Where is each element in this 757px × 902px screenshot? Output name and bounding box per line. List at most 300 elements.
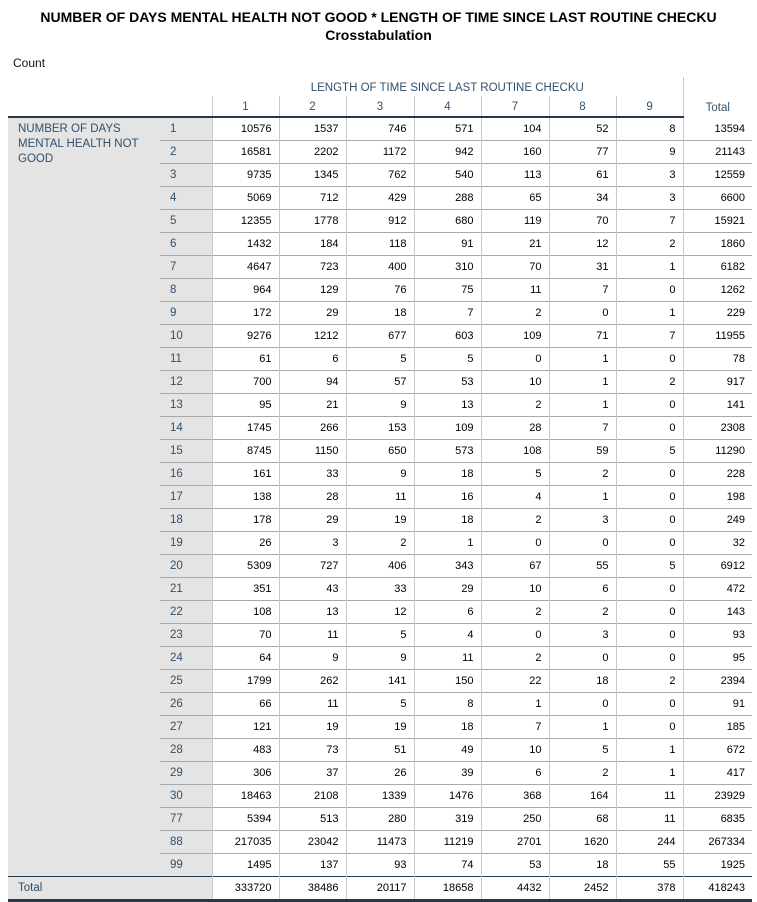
count-cell: 0 bbox=[616, 647, 683, 670]
column-total-cell: 4432 bbox=[481, 877, 549, 901]
row-label: 2 bbox=[160, 141, 212, 164]
column-total-cell: 333720 bbox=[212, 877, 279, 901]
column-header-1: 1 bbox=[212, 96, 279, 117]
count-cell: 0 bbox=[616, 532, 683, 555]
row-total-cell: 78 bbox=[683, 348, 752, 371]
row-dimension-label: NUMBER OF DAYS MENTAL HEALTH NOT GOOD bbox=[8, 117, 160, 877]
count-cell: 3 bbox=[616, 187, 683, 210]
count-cell: 2 bbox=[549, 463, 616, 486]
column-total-cell: 38486 bbox=[279, 877, 346, 901]
count-cell: 71 bbox=[549, 325, 616, 348]
count-cell: 1150 bbox=[279, 440, 346, 463]
count-cell: 53 bbox=[481, 854, 549, 877]
count-cell: 161 bbox=[212, 463, 279, 486]
row-label: 19 bbox=[160, 532, 212, 555]
count-cell: 2 bbox=[481, 647, 549, 670]
count-cell: 113 bbox=[481, 164, 549, 187]
count-cell: 217035 bbox=[212, 831, 279, 854]
row-label: 88 bbox=[160, 831, 212, 854]
count-cell: 76 bbox=[346, 279, 414, 302]
count-cell: 16581 bbox=[212, 141, 279, 164]
column-header-3: 3 bbox=[346, 96, 414, 117]
count-cell: 1 bbox=[549, 348, 616, 371]
count-cell: 2 bbox=[616, 371, 683, 394]
count-cell: 129 bbox=[279, 279, 346, 302]
count-cell: 571 bbox=[414, 117, 481, 141]
count-cell: 288 bbox=[414, 187, 481, 210]
row-label: 17 bbox=[160, 486, 212, 509]
count-cell: 73 bbox=[279, 739, 346, 762]
row-total-cell: 21143 bbox=[683, 141, 752, 164]
row-total-cell: 11955 bbox=[683, 325, 752, 348]
count-cell: 0 bbox=[616, 348, 683, 371]
row-label: 16 bbox=[160, 463, 212, 486]
count-cell: 2701 bbox=[481, 831, 549, 854]
count-cell: 0 bbox=[616, 463, 683, 486]
count-cell: 7 bbox=[616, 210, 683, 233]
column-header-4: 4 bbox=[414, 96, 481, 117]
count-cell: 7 bbox=[481, 716, 549, 739]
count-cell: 11 bbox=[279, 624, 346, 647]
count-cell: 3 bbox=[616, 164, 683, 187]
count-cell: 28 bbox=[481, 417, 549, 440]
count-cell: 5 bbox=[346, 693, 414, 716]
row-label: 77 bbox=[160, 808, 212, 831]
row-total-cell: 6182 bbox=[683, 256, 752, 279]
row-total-cell: 917 bbox=[683, 371, 752, 394]
count-cell: 2 bbox=[549, 601, 616, 624]
count-cell: 19 bbox=[279, 716, 346, 739]
count-cell: 0 bbox=[616, 486, 683, 509]
count-cell: 5 bbox=[346, 624, 414, 647]
count-cell: 178 bbox=[212, 509, 279, 532]
count-cell: 109 bbox=[481, 325, 549, 348]
count-cell: 250 bbox=[481, 808, 549, 831]
grand-total-cell: 418243 bbox=[683, 877, 752, 901]
count-cell: 429 bbox=[346, 187, 414, 210]
count-cell: 64 bbox=[212, 647, 279, 670]
row-label: 99 bbox=[160, 854, 212, 877]
count-cell: 6 bbox=[481, 762, 549, 785]
count-cell: 2 bbox=[616, 233, 683, 256]
count-cell: 10576 bbox=[212, 117, 279, 141]
count-cell: 39 bbox=[414, 762, 481, 785]
count-cell: 108 bbox=[212, 601, 279, 624]
count-cell: 513 bbox=[279, 808, 346, 831]
count-cell: 121 bbox=[212, 716, 279, 739]
count-cell: 0 bbox=[616, 394, 683, 417]
column-total-cell: 18658 bbox=[414, 877, 481, 901]
count-cell: 104 bbox=[481, 117, 549, 141]
count-cell: 10 bbox=[481, 578, 549, 601]
corner-cell bbox=[8, 96, 212, 117]
count-cell: 1495 bbox=[212, 854, 279, 877]
row-total-cell: 198 bbox=[683, 486, 752, 509]
count-cell: 77 bbox=[549, 141, 616, 164]
column-spanner-row bbox=[8, 77, 752, 96]
count-cell: 5 bbox=[616, 555, 683, 578]
count-cell: 0 bbox=[616, 279, 683, 302]
count-cell: 16 bbox=[414, 486, 481, 509]
row-label: 25 bbox=[160, 670, 212, 693]
total-row bbox=[8, 877, 752, 901]
count-cell: 1 bbox=[616, 739, 683, 762]
crosstab-table bbox=[8, 77, 752, 902]
count-cell: 10 bbox=[481, 739, 549, 762]
count-cell: 91 bbox=[414, 233, 481, 256]
count-cell: 540 bbox=[414, 164, 481, 187]
count-cell: 18 bbox=[414, 716, 481, 739]
row-label: 14 bbox=[160, 417, 212, 440]
count-cell: 727 bbox=[279, 555, 346, 578]
count-cell: 93 bbox=[346, 854, 414, 877]
count-cell: 18 bbox=[549, 670, 616, 693]
spss-crosstab-output bbox=[0, 8, 757, 902]
count-cell: 351 bbox=[212, 578, 279, 601]
count-cell: 9 bbox=[346, 647, 414, 670]
count-cell: 700 bbox=[212, 371, 279, 394]
count-cell: 67 bbox=[481, 555, 549, 578]
count-cell: 280 bbox=[346, 808, 414, 831]
row-label: 8 bbox=[160, 279, 212, 302]
row-total-cell: 417 bbox=[683, 762, 752, 785]
count-cell: 33 bbox=[346, 578, 414, 601]
count-cell: 7 bbox=[549, 417, 616, 440]
row-label: 28 bbox=[160, 739, 212, 762]
table-row bbox=[8, 117, 752, 141]
row-total-cell: 6835 bbox=[683, 808, 752, 831]
count-cell: 677 bbox=[346, 325, 414, 348]
count-cell: 11 bbox=[414, 647, 481, 670]
row-total-cell: 143 bbox=[683, 601, 752, 624]
count-cell: 184 bbox=[279, 233, 346, 256]
count-cell: 310 bbox=[414, 256, 481, 279]
count-cell: 0 bbox=[616, 601, 683, 624]
count-cell: 141 bbox=[346, 670, 414, 693]
column-dimension-label: LENGTH OF TIME SINCE LAST ROUTINE CHECKU bbox=[310, 82, 584, 94]
count-cell: 21 bbox=[279, 394, 346, 417]
count-cell: 4647 bbox=[212, 256, 279, 279]
count-cell: 2 bbox=[481, 601, 549, 624]
count-cell: 3 bbox=[549, 624, 616, 647]
count-cell: 746 bbox=[346, 117, 414, 141]
count-cell: 9 bbox=[616, 141, 683, 164]
row-label: 29 bbox=[160, 762, 212, 785]
row-label: 30 bbox=[160, 785, 212, 808]
count-cell: 1 bbox=[616, 302, 683, 325]
table-title: NUMBER OF DAYS MENTAL HEALTH NOT GOOD * LENGTH OF TIME SINCE LAST ROUTINE CHECKU Crosstabulation bbox=[40, 9, 717, 43]
row-label: 15 bbox=[160, 440, 212, 463]
row-total-cell: 185 bbox=[683, 716, 752, 739]
count-cell: 19 bbox=[346, 716, 414, 739]
row-total-cell: 6912 bbox=[683, 555, 752, 578]
count-cell: 6 bbox=[549, 578, 616, 601]
count-cell: 7 bbox=[616, 325, 683, 348]
row-total-cell: 141 bbox=[683, 394, 752, 417]
count-cell: 119 bbox=[481, 210, 549, 233]
count-cell: 75 bbox=[414, 279, 481, 302]
count-cell: 3 bbox=[279, 532, 346, 555]
count-cell: 34 bbox=[549, 187, 616, 210]
count-cell: 9735 bbox=[212, 164, 279, 187]
column-total-cell: 2452 bbox=[549, 877, 616, 901]
row-label: 5 bbox=[160, 210, 212, 233]
count-cell: 680 bbox=[414, 210, 481, 233]
count-cell: 12355 bbox=[212, 210, 279, 233]
count-cell: 2 bbox=[481, 302, 549, 325]
count-cell: 22 bbox=[481, 670, 549, 693]
count-cell: 172 bbox=[212, 302, 279, 325]
column-header-2: 2 bbox=[279, 96, 346, 117]
count-cell: 2108 bbox=[279, 785, 346, 808]
row-label: 6 bbox=[160, 233, 212, 256]
count-cell: 109 bbox=[414, 417, 481, 440]
count-cell: 18 bbox=[346, 302, 414, 325]
row-label: 22 bbox=[160, 601, 212, 624]
count-cell: 0 bbox=[616, 624, 683, 647]
count-cell: 5 bbox=[414, 348, 481, 371]
count-cell: 11 bbox=[616, 785, 683, 808]
row-label: 18 bbox=[160, 509, 212, 532]
count-cell: 2 bbox=[616, 670, 683, 693]
count-cell: 9276 bbox=[212, 325, 279, 348]
count-cell: 31 bbox=[549, 256, 616, 279]
count-cell: 8745 bbox=[212, 440, 279, 463]
count-cell: 1 bbox=[549, 371, 616, 394]
count-cell: 5 bbox=[481, 463, 549, 486]
count-cell: 9 bbox=[346, 463, 414, 486]
row-label: 7 bbox=[160, 256, 212, 279]
count-cell: 108 bbox=[481, 440, 549, 463]
count-cell: 306 bbox=[212, 762, 279, 785]
count-cell: 1778 bbox=[279, 210, 346, 233]
row-label: 13 bbox=[160, 394, 212, 417]
count-cell: 28 bbox=[279, 486, 346, 509]
total-column-header: Total bbox=[683, 77, 752, 117]
count-cell: 26 bbox=[212, 532, 279, 555]
count-cell: 118 bbox=[346, 233, 414, 256]
count-cell: 1172 bbox=[346, 141, 414, 164]
count-cell: 650 bbox=[346, 440, 414, 463]
count-cell: 33 bbox=[279, 463, 346, 486]
count-cell: 11 bbox=[481, 279, 549, 302]
count-cell: 1432 bbox=[212, 233, 279, 256]
count-cell: 368 bbox=[481, 785, 549, 808]
count-cell: 400 bbox=[346, 256, 414, 279]
row-total-cell: 91 bbox=[683, 693, 752, 716]
count-cell: 160 bbox=[481, 141, 549, 164]
count-cell: 12 bbox=[549, 233, 616, 256]
row-label: 24 bbox=[160, 647, 212, 670]
count-cell: 18 bbox=[414, 509, 481, 532]
row-total-cell: 23929 bbox=[683, 785, 752, 808]
count-cell: 11473 bbox=[346, 831, 414, 854]
count-cell: 0 bbox=[549, 647, 616, 670]
count-cell: 964 bbox=[212, 279, 279, 302]
count-cell: 3 bbox=[549, 509, 616, 532]
count-cell: 137 bbox=[279, 854, 346, 877]
row-total-cell: 95 bbox=[683, 647, 752, 670]
count-cell: 0 bbox=[616, 693, 683, 716]
count-cell: 2202 bbox=[279, 141, 346, 164]
count-cell: 483 bbox=[212, 739, 279, 762]
count-cell: 21 bbox=[481, 233, 549, 256]
count-cell: 55 bbox=[616, 854, 683, 877]
count-cell: 29 bbox=[279, 509, 346, 532]
count-cell: 59 bbox=[549, 440, 616, 463]
count-cell: 6 bbox=[279, 348, 346, 371]
count-cell: 10 bbox=[481, 371, 549, 394]
count-cell: 5 bbox=[346, 348, 414, 371]
count-cell: 53 bbox=[414, 371, 481, 394]
count-cell: 57 bbox=[346, 371, 414, 394]
count-cell: 1339 bbox=[346, 785, 414, 808]
count-cell: 8 bbox=[616, 117, 683, 141]
count-cell: 712 bbox=[279, 187, 346, 210]
count-cell: 29 bbox=[279, 302, 346, 325]
count-cell: 5394 bbox=[212, 808, 279, 831]
row-total-cell: 228 bbox=[683, 463, 752, 486]
column-header-8: 8 bbox=[549, 96, 616, 117]
count-cell: 18463 bbox=[212, 785, 279, 808]
row-total-cell: 472 bbox=[683, 578, 752, 601]
count-cell: 343 bbox=[414, 555, 481, 578]
column-total-cell: 378 bbox=[616, 877, 683, 901]
count-cell: 912 bbox=[346, 210, 414, 233]
count-cell: 55 bbox=[549, 555, 616, 578]
row-label: 9 bbox=[160, 302, 212, 325]
row-label: 23 bbox=[160, 624, 212, 647]
count-cell: 164 bbox=[549, 785, 616, 808]
count-cell: 0 bbox=[481, 348, 549, 371]
count-cell: 66 bbox=[212, 693, 279, 716]
count-cell: 49 bbox=[414, 739, 481, 762]
count-cell: 23042 bbox=[279, 831, 346, 854]
count-cell: 74 bbox=[414, 854, 481, 877]
count-cell: 1 bbox=[481, 693, 549, 716]
row-total-cell: 2308 bbox=[683, 417, 752, 440]
count-cell: 0 bbox=[481, 624, 549, 647]
count-cell: 18 bbox=[549, 854, 616, 877]
count-cell: 942 bbox=[414, 141, 481, 164]
row-label: 1 bbox=[160, 117, 212, 141]
column-header-7: 7 bbox=[481, 96, 549, 117]
count-cell: 266 bbox=[279, 417, 346, 440]
count-cell: 319 bbox=[414, 808, 481, 831]
cell-statistic-label: Count bbox=[13, 56, 46, 70]
count-cell: 153 bbox=[346, 417, 414, 440]
count-cell: 603 bbox=[414, 325, 481, 348]
count-cell: 7 bbox=[414, 302, 481, 325]
count-cell: 61 bbox=[212, 348, 279, 371]
column-header-row bbox=[8, 96, 752, 117]
count-cell: 7 bbox=[549, 279, 616, 302]
count-cell: 1476 bbox=[414, 785, 481, 808]
row-total-cell: 1860 bbox=[683, 233, 752, 256]
row-label: 27 bbox=[160, 716, 212, 739]
count-cell: 51 bbox=[346, 739, 414, 762]
row-label: 11 bbox=[160, 348, 212, 371]
count-cell: 8 bbox=[414, 693, 481, 716]
count-cell: 0 bbox=[616, 417, 683, 440]
count-cell: 94 bbox=[279, 371, 346, 394]
count-cell: 52 bbox=[549, 117, 616, 141]
row-total-cell: 1262 bbox=[683, 279, 752, 302]
count-cell: 5 bbox=[616, 440, 683, 463]
count-cell: 0 bbox=[549, 532, 616, 555]
count-cell: 0 bbox=[549, 302, 616, 325]
count-cell: 11 bbox=[279, 693, 346, 716]
corner-cell bbox=[8, 77, 212, 96]
row-label: 4 bbox=[160, 187, 212, 210]
count-cell: 244 bbox=[616, 831, 683, 854]
count-cell: 26 bbox=[346, 762, 414, 785]
count-cell: 723 bbox=[279, 256, 346, 279]
count-cell: 150 bbox=[414, 670, 481, 693]
count-cell: 1 bbox=[616, 256, 683, 279]
count-cell: 406 bbox=[346, 555, 414, 578]
row-total-cell: 267334 bbox=[683, 831, 752, 854]
count-cell: 19 bbox=[346, 509, 414, 532]
count-cell: 2 bbox=[481, 509, 549, 532]
row-total-cell: 15921 bbox=[683, 210, 752, 233]
total-row-label: Total bbox=[8, 877, 212, 901]
row-label: 3 bbox=[160, 164, 212, 187]
count-cell: 0 bbox=[616, 578, 683, 601]
row-total-cell: 1925 bbox=[683, 854, 752, 877]
count-cell: 11 bbox=[616, 808, 683, 831]
count-cell: 11219 bbox=[414, 831, 481, 854]
count-cell: 9 bbox=[346, 394, 414, 417]
count-cell: 762 bbox=[346, 164, 414, 187]
count-cell: 95 bbox=[212, 394, 279, 417]
column-total-cell: 20117 bbox=[346, 877, 414, 901]
count-cell: 5309 bbox=[212, 555, 279, 578]
row-total-cell: 2394 bbox=[683, 670, 752, 693]
count-cell: 1 bbox=[549, 486, 616, 509]
row-total-cell: 672 bbox=[683, 739, 752, 762]
count-cell: 5 bbox=[549, 739, 616, 762]
count-cell: 68 bbox=[549, 808, 616, 831]
count-cell: 0 bbox=[549, 693, 616, 716]
count-cell: 1537 bbox=[279, 117, 346, 141]
row-total-cell: 6600 bbox=[683, 187, 752, 210]
column-header-9: 9 bbox=[616, 96, 683, 117]
row-total-cell: 11290 bbox=[683, 440, 752, 463]
count-cell: 37 bbox=[279, 762, 346, 785]
count-cell: 4 bbox=[414, 624, 481, 647]
count-cell: 13 bbox=[414, 394, 481, 417]
count-cell: 65 bbox=[481, 187, 549, 210]
count-cell: 1799 bbox=[212, 670, 279, 693]
count-cell: 138 bbox=[212, 486, 279, 509]
count-cell: 2 bbox=[549, 762, 616, 785]
count-cell: 573 bbox=[414, 440, 481, 463]
count-cell: 29 bbox=[414, 578, 481, 601]
count-cell: 70 bbox=[549, 210, 616, 233]
count-cell: 2 bbox=[481, 394, 549, 417]
count-cell: 1345 bbox=[279, 164, 346, 187]
count-cell: 0 bbox=[481, 532, 549, 555]
count-cell: 9 bbox=[279, 647, 346, 670]
row-label: 20 bbox=[160, 555, 212, 578]
count-cell: 43 bbox=[279, 578, 346, 601]
row-total-cell: 229 bbox=[683, 302, 752, 325]
table-body bbox=[8, 117, 752, 901]
row-label: 12 bbox=[160, 371, 212, 394]
row-label: 21 bbox=[160, 578, 212, 601]
row-total-cell: 93 bbox=[683, 624, 752, 647]
